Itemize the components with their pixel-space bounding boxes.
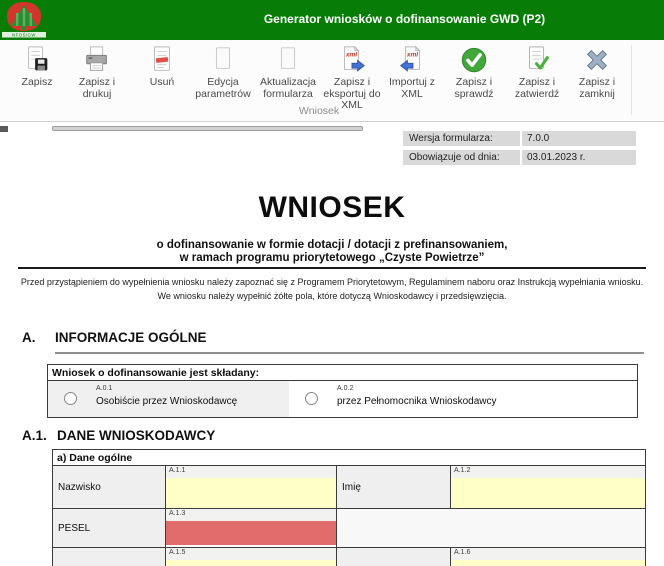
- toolbar-separator: [631, 45, 632, 115]
- horizontal-scrollbar-thumb[interactable]: [52, 126, 363, 131]
- valid-from-label: Obowiązuje od dnia:: [403, 150, 520, 165]
- nazwisko-label: Nazwisko: [53, 466, 165, 508]
- save-close-button-label: Zapisz i zamknij: [578, 76, 616, 100]
- save-button[interactable]: [6, 45, 68, 89]
- pesel-label: PESEL: [53, 509, 165, 547]
- field-a16-input[interactable]: [451, 560, 645, 566]
- svg-text:NFOŚiGW: NFOŚiGW: [12, 32, 36, 38]
- row3-label-cell: [53, 548, 165, 566]
- valid-from-value: 03.01.2023 r.: [522, 150, 636, 165]
- import-xml-button[interactable]: [381, 45, 443, 100]
- row3-label-cell-2: [336, 548, 450, 566]
- field-a15-input[interactable]: [166, 560, 336, 566]
- general-data-header: a) Dane ogólne: [53, 450, 645, 466]
- save-approve-icon: [522, 45, 552, 75]
- edit-params-button-label: Edycja parametrów: [195, 76, 251, 100]
- radio-personal[interactable]: [64, 392, 77, 405]
- table-row: [53, 509, 645, 548]
- page-title: WNIOSEK: [258, 191, 406, 224]
- imie-cell: [450, 466, 645, 508]
- export-xml-button-label: Zapisz i eksportuj do XML: [323, 76, 381, 111]
- section-a-title: INFORMACJE OGÓLNE: [55, 330, 207, 345]
- app-header: [0, 0, 664, 40]
- save-approve-button-label: Zapisz i zatwierdź: [514, 76, 560, 100]
- section-a1-number: A.1.: [22, 428, 47, 443]
- save-approve-button[interactable]: [506, 45, 568, 100]
- general-data-table: [52, 449, 646, 566]
- table-row: [53, 548, 645, 566]
- instructions-line-2: We wniosku należy wypełnić żółte pola, które dotyczą Wnioskodawcy i przedsięwzięcia.: [157, 290, 507, 301]
- instructions-line-1: Przed przystąpieniem do wypełnienia wniosku należy zapoznać się z Programem Priorytetowym, Regulaminem naboru oraz Instrukcją wypełniania wniosku.: [20, 277, 644, 287]
- subtitle-line-2: w ramach programu priorytetowego „Czyste Powietrze”: [179, 252, 485, 264]
- section-a-number: A.: [22, 330, 36, 345]
- field-a15-cell: [165, 548, 336, 566]
- radio-proxy[interactable]: [305, 392, 318, 405]
- submission-type-table: [47, 364, 638, 418]
- field-a15-code: A.1.5: [166, 548, 336, 560]
- version-label: Wersja formularza:: [403, 131, 520, 146]
- ribbon-toolbar: [0, 40, 664, 122]
- pesel-row-empty-cell: [336, 509, 645, 547]
- edit-params-button[interactable]: [192, 45, 254, 100]
- pesel-code: A.1.3: [166, 509, 336, 521]
- save-check-button-label: Zapisz i sprawdź: [454, 76, 494, 100]
- save-icon: [22, 45, 52, 75]
- save-check-button[interactable]: [443, 45, 505, 100]
- import-xml-button-label: Importuj z XML: [388, 76, 436, 100]
- submission-type-header: Wniosek o dofinansowanie jest składany:: [48, 365, 637, 381]
- delete-button[interactable]: [131, 45, 193, 89]
- submission-option-personal-label: Osobiście przez Wnioskodawcę: [96, 396, 238, 407]
- imie-input[interactable]: [451, 478, 645, 508]
- svg-text:xml: xml: [406, 51, 419, 59]
- edit-params-icon: [208, 45, 238, 75]
- submission-option-personal-code: A.0.1: [96, 385, 113, 392]
- delete-button-label: Usuń: [149, 76, 175, 88]
- save-check-icon: [459, 45, 489, 75]
- imie-code: A.1.2: [451, 466, 645, 478]
- print-icon: [82, 45, 112, 75]
- nazwisko-input[interactable]: [166, 478, 336, 508]
- submission-option-proxy[interactable]: [289, 381, 637, 417]
- pesel-input[interactable]: [166, 521, 336, 545]
- table-row: [53, 466, 645, 509]
- version-value: 7.0.0: [522, 131, 636, 146]
- svg-text:xml: xml: [345, 51, 358, 59]
- section-a1-heading: [0, 428, 664, 446]
- subtitle-line-1: o dofinansowanie w formie dotacji / dotacji z prefinansowaniem,: [156, 239, 508, 251]
- nazwisko-code: A.1.1: [166, 466, 336, 478]
- page-subtitle: [0, 239, 664, 265]
- submission-option-proxy-code: A.0.2: [337, 385, 354, 392]
- imie-label: Imię: [336, 466, 450, 508]
- import-xml-icon: [397, 45, 427, 75]
- toolbar-group-label: Wniosek: [298, 105, 340, 117]
- submission-option-proxy-label: przez Pełnomocnika Wnioskodawcy: [337, 396, 497, 407]
- export-xml-icon: [337, 45, 367, 75]
- save-button-label: Zapisz: [21, 76, 53, 88]
- form-instructions: [0, 276, 664, 303]
- submission-option-personal[interactable]: [48, 381, 289, 417]
- section-a-divider: [55, 352, 644, 354]
- section-a1-title: DANE WNIOSKODAWCY: [57, 428, 216, 443]
- app-title: Generator wniosków o dofinansowanie GWD (P2): [263, 12, 546, 26]
- export-xml-button[interactable]: [321, 45, 383, 112]
- form-version-box: [403, 131, 636, 165]
- valid-from-row: [403, 150, 636, 165]
- submission-type-row: [48, 381, 637, 417]
- field-a16-code: A.1.6: [451, 548, 645, 560]
- field-a16-cell: [450, 548, 645, 566]
- version-row: [403, 131, 636, 146]
- pesel-cell: [165, 509, 336, 547]
- save-print-button-label: Zapisz i drukuj: [78, 76, 116, 100]
- subtitle-divider: [18, 267, 646, 269]
- update-form-button-label: Aktualizacja formularza: [259, 76, 317, 100]
- save-print-button[interactable]: [66, 45, 128, 100]
- update-form-icon: [273, 45, 303, 75]
- section-a-heading: [0, 330, 664, 348]
- delete-icon: [147, 45, 177, 75]
- scrollbar-edge: [0, 126, 8, 132]
- save-close-icon: [582, 45, 612, 75]
- save-close-button[interactable]: [566, 45, 628, 100]
- update-form-button[interactable]: [257, 45, 319, 100]
- nazwisko-cell: [165, 466, 336, 508]
